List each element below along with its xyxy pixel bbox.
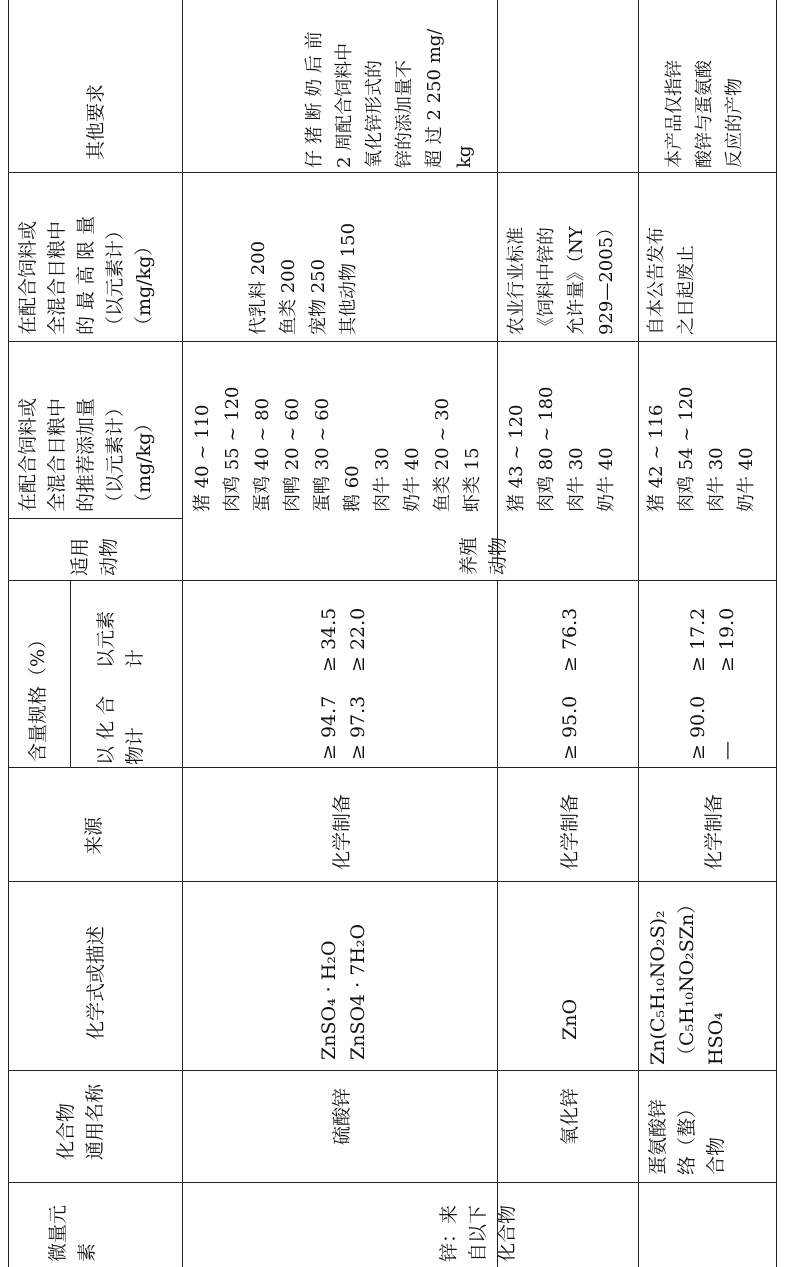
row2-source: 化学制备 [559, 793, 581, 870]
header-other: 其他要求 [85, 83, 107, 160]
header-source: 来源 [83, 816, 105, 855]
row3-formula: Zn(C₅H₁₀NO₂S)₂ （C₅H₁₀NO₂SZn） HSO₄ [647, 894, 727, 1065]
row1-by-compound: ≥ 94.7 ≥ 97.3 [318, 695, 369, 760]
grid-line [8, 1182, 776, 1183]
header-by-element: 以元素 计 [95, 610, 146, 668]
row3-max-limit: 自本公告发布 之日起废止 [646, 227, 697, 335]
row1-compound: 硫酸锌 [331, 1087, 353, 1145]
animals-group: 养殖 动物 [458, 536, 509, 575]
row3-compound: 蛋氨酸锌 络（螯） 合物 [647, 1098, 727, 1175]
row3-recommended: 猪 42 ~ 116 肉鸡 54 ~ 120 肉牛 30 奶牛 40 [646, 386, 757, 512]
row1-source: 化学制备 [331, 793, 353, 870]
grid-line [638, 0, 639, 1267]
grid-line [776, 0, 777, 1267]
row3-source: 化学制备 [703, 793, 725, 870]
row2-compound: 氧化锌 [559, 1087, 581, 1145]
header-by-compound: 以 化 合 物计 [95, 695, 146, 765]
element-group: 锌：来 自以下 化合物 [438, 1204, 518, 1262]
header-compound: 化合物 通用名称 [55, 1083, 106, 1160]
grid-line [8, 767, 776, 768]
grid-line [8, 0, 9, 1267]
row3-by-compound: ≥ 90.0 — [687, 695, 738, 760]
header-animals: 适用 动物 [69, 537, 120, 576]
grid-line [8, 881, 776, 882]
header-max-limit: 在配合饲料或 全混合日粮中 的 最 高 限 量 （以元素计） （mg/kg） [17, 215, 155, 335]
grid-line [497, 0, 498, 567]
grid-line [70, 580, 71, 767]
row1-other: 仔 猪 断 奶 后 前 2 周配合饲料中 氧化锌形式的 锌的添加量不 超 过 2 250 mg/ kg [304, 28, 475, 168]
row3-other: 本产品仅指锌 酸锌与蛋氨酸 反应的产物 [664, 60, 745, 168]
row2-by-compound: ≥ 95.0 [559, 695, 581, 760]
grid-line [8, 341, 776, 342]
row2-recommended: 猪 43 ~ 120 肉鸡 80 ~ 180 肉牛 30 奶牛 40 [506, 386, 617, 512]
row1-max-limit: 代乳料 200 鱼类 200 宠物 250 其他动物 150 [248, 222, 359, 335]
row1-by-element: ≥ 34.5 ≥ 22.0 [318, 607, 369, 672]
grid-line [8, 1070, 776, 1071]
row3-by-element: ≥ 17.2 ≥ 19.0 [687, 607, 738, 672]
row1-recommended: 猪 40 ~ 110 肉鸡 55 ~ 120 蛋鸡 40 ~ 80 肉鸭 20 ~ 60 蛋鸭 30 ~ 60 鹅 60 肉牛 30 奶牛 40 鱼类 20 ~ 30 虾类 15 [192, 386, 483, 512]
row2-by-element: ≥ 76.3 [559, 607, 581, 672]
grid-line [8, 580, 776, 581]
grid-line [8, 172, 776, 173]
header-element: 微量元 素 [47, 1204, 98, 1262]
row2-formula: ZnO [559, 998, 581, 1040]
header-content-spec: 含量规格（%） [27, 629, 49, 762]
header-recommended: 在配合饲料或 全混合日粮中 的推荐添加量 （以元素计） （mg/kg） [17, 397, 155, 512]
grid-line [497, 580, 498, 1267]
grid-line [182, 0, 183, 1267]
header-formula: 化学式或描述 [85, 925, 107, 1040]
grid-line [8, 518, 182, 519]
row2-max-limit: 农业行业标准 《饲料中锌的 允许量》（NY 929—2005） [506, 218, 617, 335]
row1-formula: ZnSO₄ · H₂O ZnSO4 · 7H₂O [318, 923, 369, 1060]
